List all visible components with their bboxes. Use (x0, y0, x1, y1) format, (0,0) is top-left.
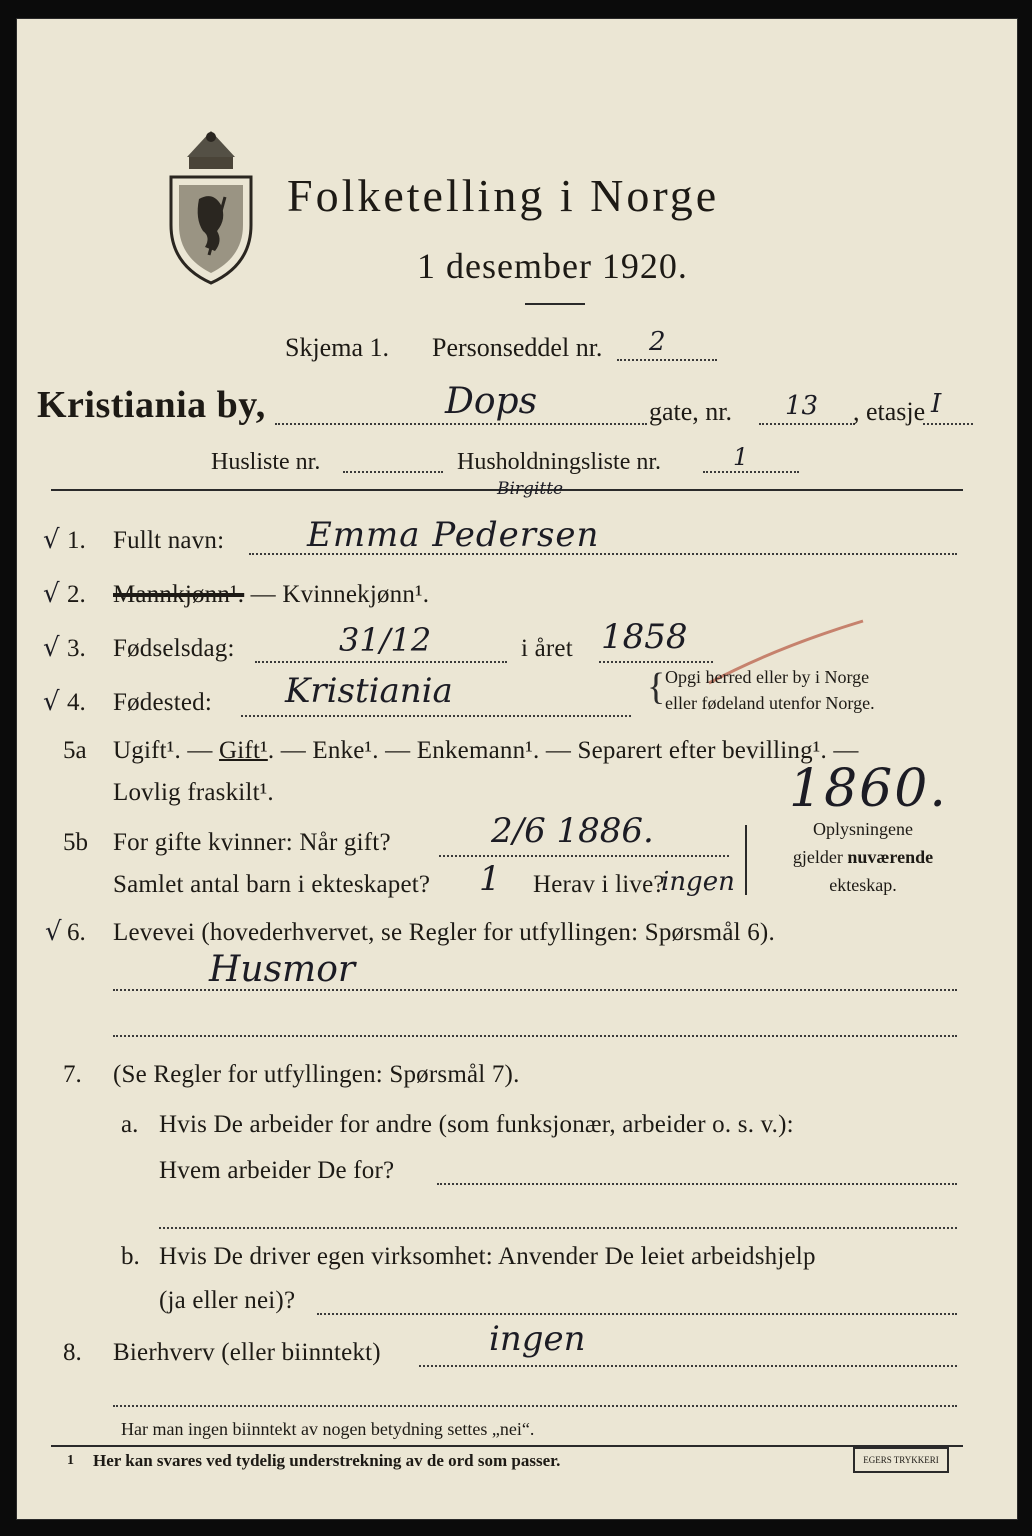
q5b-when-married-value: 2/6 1886. (491, 811, 654, 851)
q5b-note-line2a: gjelder (792, 847, 848, 867)
q5b-note-line2 (763, 847, 963, 868)
q6-label: Levevei (hovederhvervet, se Regler for utfyllingen: Spørsmål 6). (113, 919, 775, 946)
check-mark-q1: √ (43, 525, 60, 555)
husholdning-label: Husholdningsliste nr. (457, 449, 662, 475)
person-number-label: Personseddel nr. (432, 333, 603, 362)
etasje-label: , etasje (853, 397, 926, 426)
q7b-answer-line (317, 1313, 957, 1315)
q5b-alive-value: ingen (661, 867, 735, 897)
q5b-note-line2b: nuværende (847, 847, 934, 867)
q7a-line1: Hvis De arbeider for andre (som funksjonær, arbeider o. s. v.): (159, 1111, 794, 1138)
q5b-when-married-line (439, 855, 729, 857)
q7-number: 7. (63, 1061, 82, 1088)
footer-rule (51, 1445, 963, 1447)
q5b-note-line1: Oplysningene (813, 819, 913, 839)
q5b-alive-label: Herav i live? (533, 871, 665, 898)
q8-line1 (419, 1365, 957, 1367)
q5a-other-options: . — Enke¹. — Enkemann¹. — Separert efter bevilling¹. — (267, 737, 859, 764)
q4-birthplace-value: Kristiania (285, 671, 453, 711)
q3-label: Fødselsdag: (113, 635, 235, 662)
q8-line2 (113, 1405, 957, 1407)
q8-label: Bierhverv (eller biinntekt) (113, 1339, 381, 1366)
check-mark-q4: √ (43, 687, 60, 717)
husholdning-value: 1 (733, 443, 749, 471)
schema-label: Skjema 1. (285, 333, 389, 362)
q7-label: (Se Regler for utfyllingen: Spørsmål 7). (113, 1061, 520, 1088)
q8-value: ingen (489, 1319, 586, 1359)
q7a-answer-line2 (159, 1227, 957, 1229)
footnote-number: 1 (67, 1453, 74, 1468)
q3-day-value: 31/12 (339, 621, 432, 659)
printer-stamp: EGERS TRYKKERI (853, 1447, 949, 1473)
census-date: 1 desember 1920. (417, 246, 688, 286)
q5a-ugift-option: Ugift¹. — (113, 737, 220, 764)
q5b-note-bracket (745, 825, 747, 895)
check-mark-q2: √ (43, 579, 60, 609)
q3-year-label: i året (521, 635, 573, 662)
q7a-number: a. (121, 1111, 139, 1138)
etasje-value: I (931, 389, 942, 419)
q7b-line2: (ja eller nei)? (159, 1287, 296, 1314)
footer-note: Har man ingen biinntekt av nogen betydning settes „nei“. (121, 1419, 535, 1439)
q1-number: 1. (67, 527, 86, 554)
q3-year-line (599, 661, 713, 663)
q6-number: 6. (67, 919, 86, 946)
q1-full-name-value: Emma Pedersen (307, 515, 600, 555)
page-title: Folketelling i Norge (287, 170, 720, 221)
q4-line (241, 715, 631, 717)
q3-number: 3. (67, 635, 86, 662)
q6-line2 (113, 1035, 957, 1037)
q5a-line2: Lovlig fraskilt¹. (113, 779, 274, 806)
q3-year-value: 1858 (601, 617, 688, 657)
q6-occupation-value: Husmor (209, 949, 356, 990)
q7a-line2: Hvem arbeider De for? (159, 1157, 395, 1184)
q5b-note-line3: ekteskap. (829, 875, 897, 895)
husholdning-line (703, 471, 799, 473)
title-divider (525, 303, 585, 305)
husliste-label: Husliste nr. (211, 449, 321, 475)
q5b-children-label: Samlet antal barn i ekteskapet? (113, 871, 431, 898)
q5a-line1 (113, 737, 859, 765)
street-value: Dops (445, 381, 538, 422)
q8-number: 8. (63, 1339, 82, 1366)
q7a-answer-line1 (437, 1183, 957, 1185)
etasje-line (923, 423, 973, 425)
census-form-page (16, 18, 1018, 1520)
street-line (275, 423, 647, 425)
q7b-line1: Hvis De driver egen virksomhet: Anvender De leiet arbeidshjelp (159, 1243, 816, 1270)
q5a-gift-option-underlined: Gift¹ (219, 737, 268, 764)
gate-number-line (759, 423, 855, 425)
q1-inserted-name: Birgitte (497, 479, 564, 499)
check-mark-q3: √ (43, 633, 60, 663)
q5b-children-value: 1 (479, 859, 501, 899)
q2-label (113, 581, 429, 609)
footnote-text: Her kan svares ved tydelig understrekning av de ord som passer. (93, 1451, 561, 1470)
person-number-value: 2 (649, 327, 666, 357)
q2-female-option: — Kvinnekjønn¹. (244, 581, 430, 608)
check-mark-q6: √ (45, 917, 62, 947)
q4-label: Fødested: (113, 689, 213, 716)
q1-label: Fullt navn: (113, 527, 225, 554)
norway-coat-of-arms-icon (165, 127, 257, 287)
city-label: Kristiania by, (37, 384, 266, 426)
gate-label: gate, nr. (649, 397, 733, 426)
gate-number-value: 13 (785, 391, 819, 421)
q7b-number: b. (121, 1243, 140, 1270)
person-number-line (617, 359, 717, 361)
q2-male-option: Mannkjønn¹. (113, 581, 245, 608)
q4-note-line1: Opgi herred eller by i Norge (665, 667, 870, 687)
q5a-number: 5a (63, 737, 87, 764)
husliste-line (343, 471, 443, 473)
q4-number: 4. (67, 689, 86, 716)
q4-note-brace: { (647, 666, 666, 708)
q5b-number: 5b (63, 829, 88, 856)
q4-note-line2: eller fødeland utenfor Norge. (665, 693, 875, 713)
q5b-when-married-label: For gifte kvinner: Når gift? (113, 829, 391, 856)
q2-number: 2. (67, 581, 86, 608)
q3-day-line (255, 661, 507, 663)
q5a-margin-note: 1860. (789, 759, 948, 819)
